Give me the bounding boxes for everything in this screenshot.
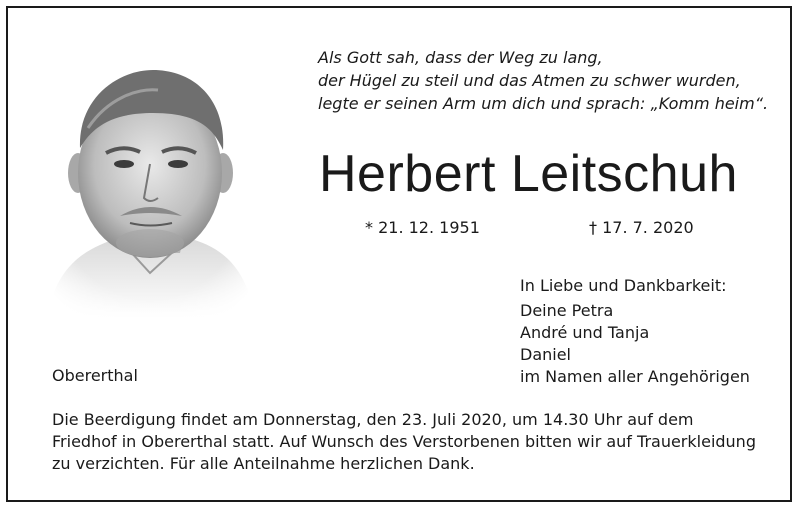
- mourners-list: [520, 275, 750, 388]
- notice-line: Friedhof in Obererthal statt. Auf Wunsch des Verstorbenen bitten wir auf Trauerkleidung: [52, 432, 756, 451]
- obituary-card: [6, 6, 792, 502]
- notice-line: zu verzichten. Für alle Anteilnahme herzlichen Dank.: [52, 454, 475, 473]
- verse-line: der Hügel zu steil und das Atmen zu schwer wurden,: [318, 71, 741, 90]
- death-date: † 17. 7. 2020: [589, 218, 694, 237]
- mourner-name: André und Tanja: [520, 323, 650, 342]
- verse-line: Als Gott sah, dass der Weg zu lang,: [318, 48, 603, 67]
- notice-line: Die Beerdigung findet am Donnerstag, den 23. Juli 2020, um 14.30 Uhr auf dem: [52, 410, 694, 429]
- mourner-name: Daniel: [520, 345, 571, 364]
- portrait-photo: [48, 58, 253, 318]
- funeral-notice: [52, 409, 772, 475]
- mourner-name: Deine Petra: [520, 301, 614, 320]
- mourners-heading: In Liebe und Dankbarkeit:: [520, 276, 727, 295]
- verse-line: legte er seinen Arm um dich und sprach: „Komm heim“.: [318, 94, 769, 113]
- mourner-name: im Namen aller Angehörigen: [520, 367, 750, 386]
- birth-date: * 21. 12. 1951: [365, 218, 480, 237]
- deceased-name: Herbert Leitschuh: [319, 145, 738, 203]
- place-name: Obererthal: [52, 366, 138, 385]
- memorial-verse: [318, 46, 778, 115]
